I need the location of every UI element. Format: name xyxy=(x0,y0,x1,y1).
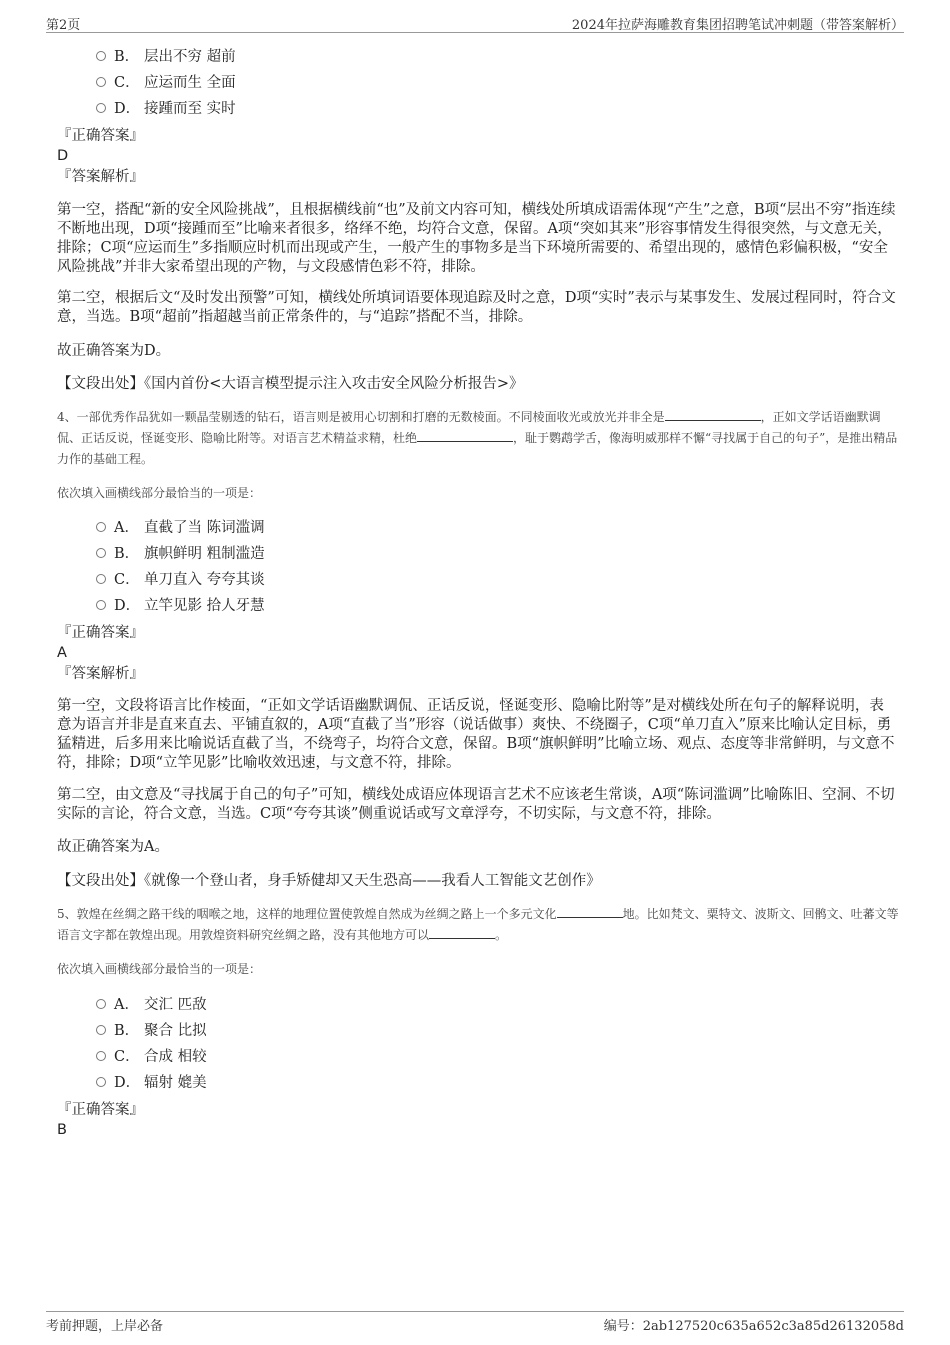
radio-icon[interactable] xyxy=(96,574,106,584)
radio-icon[interactable] xyxy=(96,999,106,1009)
option-a[interactable]: A． 直截了当 陈词滥调 xyxy=(96,518,265,538)
question-stem: 5、敦煌在丝绸之路干线的咽喉之地，这样的地理位置使敦煌自然成为丝绸之路上一个多元文化 地。比如梵文、粟特文、波斯文、回鹘文、吐蕃文等语言文字都在敦煌出现。用敦煌资料研究丝绸之路，没有其他地方可以 。 xyxy=(57,904,899,946)
option-d[interactable]: D． 辐射 媲美 xyxy=(96,1073,207,1093)
option-d[interactable]: D． 接踵而至 实时 xyxy=(96,99,236,119)
option-b[interactable]: B． 聚合 比拟 xyxy=(96,1021,207,1041)
answer-value: A xyxy=(57,645,67,661)
radio-icon[interactable] xyxy=(96,522,106,532)
option-c[interactable]: C． 应运而生 全面 xyxy=(96,73,236,93)
page-footer xyxy=(46,1311,904,1333)
answer-value: B xyxy=(57,1122,67,1138)
blank-line xyxy=(665,407,761,421)
analysis-paragraph: 第二空，根据后文“及时发出预警”可知，横线处所填词语要体现追踪及时之意，D项“实时”表示与某事发生、发展过程同时，符合文意，当选。B项“超前”指超越当前正常条件的，与“追踪”搭配不当，排除。 xyxy=(57,290,896,325)
radio-icon[interactable] xyxy=(96,1051,106,1061)
analysis-paragraph: 第二空，由文意及“寻找属于自己的句子”可知，横线处成语应体现语言艺术不应该老生常谈，A项“陈词滥调”比喻陈旧、空洞、不切实际的言论，符合文意，当选。C项“夸夸其谈”侧重说话或写文章浮夸，不切实际，与文意不符，排除。 xyxy=(57,787,895,822)
option-b[interactable]: B． 层出不穷 超前 xyxy=(96,47,236,67)
answer-label: 『正确答案』 xyxy=(57,128,144,144)
document-id: 编号：2ab127520c635a652c3a85d26132058d xyxy=(603,1319,904,1334)
analysis-label: 『答案解析』 xyxy=(57,666,144,682)
radio-icon[interactable] xyxy=(96,1077,106,1087)
analysis-paragraph: 第一空，搭配“新的安全风险挑战”，且根据横线前“也”及前文内容可知，横线处所填成语需体现“产生”之意，B项“层出不穷”指连续不断地出现，D项“接踵而至”比喻来者很多，络绎不绝，均符合文意，保留。A项“突如其来”形容事情发生得很突然，与文意无关，排除；C项“应运而生”多指顺应时机而出现或产生，一般产生的事物多是当下环境所需要的、希望出现的，感情色彩偏积极，“安全风险挑战”并非大家希望出现的产物，与文段感情色彩不符，排除。 xyxy=(57,202,896,275)
analysis-conclusion: 故正确答案为A。 xyxy=(57,839,169,855)
radio-icon[interactable] xyxy=(96,548,106,558)
answer-label: 『正确答案』 xyxy=(57,625,144,641)
radio-icon[interactable] xyxy=(96,51,106,61)
analysis-conclusion: 故正确答案为D。 xyxy=(57,343,171,359)
option-c[interactable]: C． 单刀直入 夸夸其谈 xyxy=(96,570,265,590)
question-prompt: 依次填入画横线部分最恰当的一项是： xyxy=(57,962,262,976)
page-header xyxy=(46,14,904,33)
source-citation: 【文段出处】《就像一个登山者，身手矫健却又天生恐高——我看人工智能文艺创作》 xyxy=(57,873,601,889)
analysis-paragraph: 第一空，文段将语言比作棱面，“正如文学话语幽默调侃、正话反说，怪诞变形、隐喻比附等”是对横线处所在句子的解释说明，表意为语言并非是直来直去、平铺直叙的，A项“直截了当”形容（说话做事）爽快、不绕圈子，C项“单刀直入”原来比喻认定目标，勇猛精进，后多用来比喻说话直截了当，不绕弯子，均符合文意，保留。B项“旗帜鲜明”比喻立场、观点、态度等非常鲜明，与文意不符，排除；D项“立竿见影”比喻收效迅速，与文意不符，排除。 xyxy=(57,698,895,771)
radio-icon[interactable] xyxy=(96,1025,106,1035)
question-prompt: 依次填入画横线部分最恰当的一项是： xyxy=(57,486,262,500)
source-citation: 【文段出处】《国内首份<大语言模型提示注入攻击安全风险分析报告>》 xyxy=(57,376,524,392)
blank-line xyxy=(557,904,623,918)
page-number: 第2页 xyxy=(46,18,81,33)
blank-line xyxy=(417,428,513,442)
option-b[interactable]: B． 旗帜鲜明 粗制滥造 xyxy=(96,544,265,564)
radio-icon[interactable] xyxy=(96,600,106,610)
footer-slogan: 考前押题，上岸必备 xyxy=(46,1319,164,1334)
document-title: 2024年拉萨海雕教育集团招聘笔试冲刺题（带答案解析） xyxy=(571,18,904,33)
analysis-label: 『答案解析』 xyxy=(57,169,144,185)
answer-value: D xyxy=(57,148,69,164)
radio-icon[interactable] xyxy=(96,103,106,113)
blank-line xyxy=(429,925,495,939)
option-c[interactable]: C． 合成 相较 xyxy=(96,1047,207,1067)
option-a[interactable]: A． 交汇 匹敌 xyxy=(96,995,207,1015)
question-stem: 4、一部优秀作品犹如一颗晶莹剔透的钻石，语言则是被用心切割和打磨的无数棱面。不同棱面收光或放光并非全是 ，正如文学话语幽默调侃、正话反说，怪诞变形、隐喻比附等。对语言艺术精益求精，杜绝 ，耻于鹦鹉学舌，像海明威那样不懈“寻找属于自己的句子”，是推出精品力作的基础工程。 xyxy=(57,407,899,470)
answer-label: 『正确答案』 xyxy=(57,1102,144,1118)
option-d[interactable]: D． 立竿见影 拾人牙慧 xyxy=(96,596,265,616)
radio-icon[interactable] xyxy=(96,77,106,87)
